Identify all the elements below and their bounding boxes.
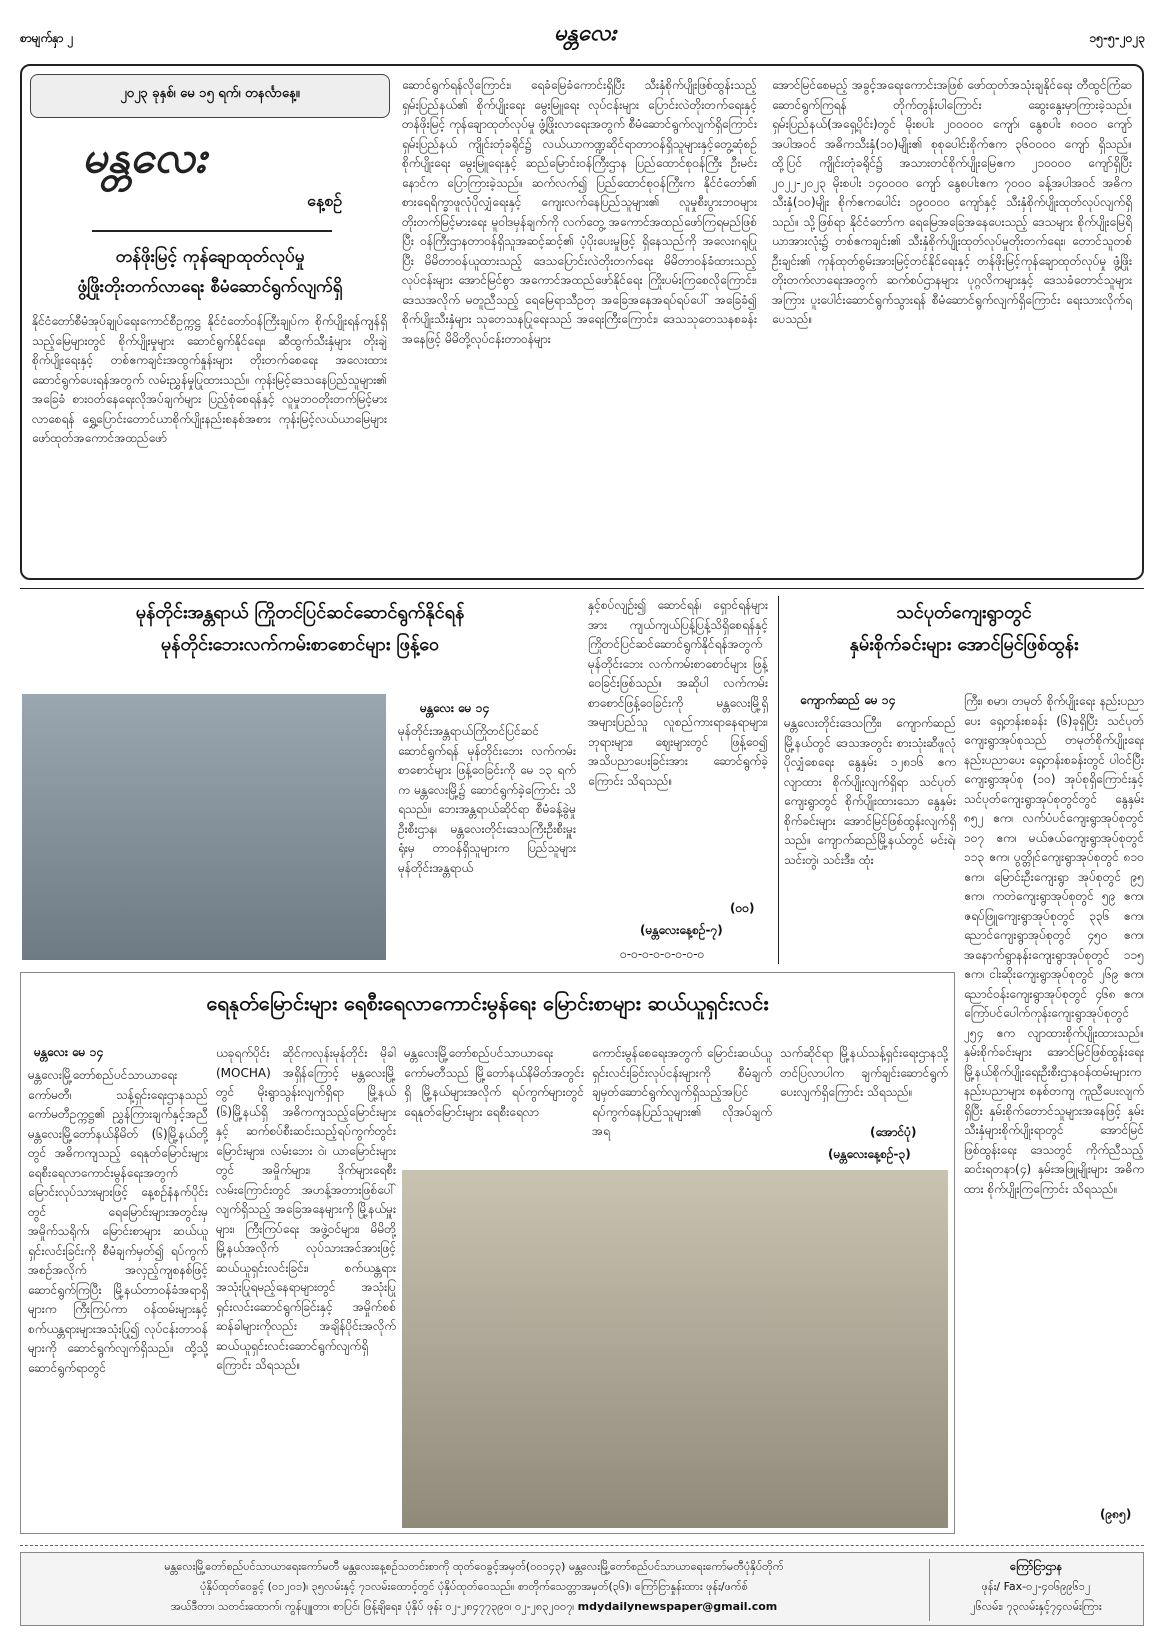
story-b-col-1: မန္တလေးတိုင်းဒေသကြီး၊ ကျောက်ဆည်မြို့နယ်တွင် ဒေသအတွင်း စားသုံးဆီဖူလုံပိုလျှံစေရေး နွေနှမ်း ၁၂၈၁၆ ဧက လျာထား စိုက်ပျိုးလျက်ရှိရာ သင်ပုတ်ကျေးရွာတွင် စိုက်ပျိုးထားသော နွေနှမ်းစိုက်ခင်းများ အောင်မြင်ဖြစ်ထွန်းလျက်ရှိသည်။ ကျောက်ဆည်မြို့နယ်တွင် မင်းရဲ၊ သင်းတွဲ၊ သင်းဒီး၊ ထုံး [784,716,956,867]
footer-divider [20,1545,1144,1546]
story-c-col-5: သက်ဆိုင်ရာ မြို့နယ်သန့်ရှင်းရေးဌာနသို့တင်ပြလာပါက ချက်ချင်းဆောင်ရွက်ပေးလျက်ရှိကြောင်း သိရသည်။ [780,1046,948,1099]
editorial-dateline-box [30,74,390,118]
story-a-col-1: မုန်တိုင်းအန္တရာယ်ကြိုတင်ပြင်ဆင်ဆောင်ရွက်ရန် မုန်တိုင်းဘေး လက်ကမ်းစာစောင်များ ဖြန့်ဝေခြင်းကို မေ ၁၃ ရက်က မန္တလေးမြို့၌ ဆောင်ရွက်ခဲ့ကြောင်း သိရသည်။ ဘေးအန္တရာယ်ဆိုင်ရာ စီမံခန့်ခွဲမှုဦးစီးဌာန၊ မန္တလေးတိုင်းဒေသကြီးဦးစီးမှူးရုံးမှ တာဝန်ရှိသူများက ပြည်သူများ မုန်တိုင်းအန္တရာယ် [398,724,576,875]
footer-contact: အယ်ဒီတာ၊ သတင်းထောက်၊ ကွန်ပျူတာ၊ စာပြင်၊ ဖြန့်ချိရေး၊ ပုံနှိပ် ဖုန်း ၀၂-၂၈၄၇၇၃၉၀၊ ၀၂-၂၈၃၂၀၀၇၊ [170,1600,575,1613]
header-masthead: မန္တလေး [553,21,617,46]
footer-ad-title: ကြော်ငြာဌာန [1009,1560,1063,1573]
story-b-headline-2: နှမ်းစိုက်ခင်းများ အောင်မြင်ဖြစ်ထွန်း [849,634,1079,655]
editorial-col-3: အောင်မြင်စေမည့် အခွင့်အရေးကောင်းအဖြစ် ဖော်ထုတ်အသုံးချနိုင်ရေး တီထွင်ကြံဆဆောင်ရွက်ကြရန် တိုက်တွန်းပါကြောင်း ဆွေးနွေးမှာကြားခဲ့သည်။ ရှမ်းပြည်နယ်(အရှေ့ပိုင်း)တွင် မိုးစပါး ၂၀၀၀၀၀ ကျော်၊ နွေစပါး ၈၀၀၀ ကျော်အပါအဝင် အဓိကသီးနှံ(၁၀)မျိုး၏ စုစုပေါင်းစိုက်ဧက ၃၆၀၀၀၀ ကျော် ရှိသည်။ ထို့ပြင် ကျိုင်းတုံခရိုင်၌ အသားတင်စိုက်ပျိုးမြေဧက ၂၁၀၀၀၀ ကျော်ရှိပြီး ၂၀၂၂-၂၀၂၃ မိုးစပါး ၁၄၀၀၀၀ ကျော် နွေစပါးဧက ၇၀၀၀ ခန့်အပါအဝင် အဓိကသီးနှံ(၁၀)မျိုး စိုက်ဧကပေါင်း ၁၉၀၀၀၀ ကျော်နှင့် သီးနှံစိုက်ပျိုးထုတ်လုပ်လျက်ရှိသည်။ သို့ဖြစ်ရာ နိုင်ငံတော်က ရေမြေအခြေအနေပေးသည့် ဒေသများ စိုက်ပျိုးမြေရိယာအားလုံး၌ တစ်ဧကချင်း၏ သီးနှံစိုက်ပျိုးထုတ်လုပ်မှုတိုးတက်ရေး၊ တောင်သူတစ်ဦးချင်း၏ ကုန်ထုတ်စွမ်းအားမြင့်တင်နိုင်ရေးနှင့် တန်ဖိုးမြင့်ကုန်ချောထုတ်လုပ်မှု ဖွံ့ဖြိုးတိုးတက်လာရေးအတွက် ဆက်စပ်ဌာနများ ပုဂ္ဂလိကများနှင့် ဒေသခံတောင်သူများအကြား ပူးပေါင်းဆောင်ရွက်သွားရန် စီမံဆောင်ရွက်လျက်ရှိကြောင်း ရေးသားလိုက်ရပေသည်။ [772,78,1132,326]
story-divider-v [778,596,779,964]
story-c-byline-1: (အောင်ပုံ) [870,1125,917,1139]
page-number: စာမျက်နှာ ၂ [20,31,74,45]
editorial-col-1: နိုင်ငံတော်စီမံအုပ်ချုပ်ရေးကောင်စီဥက္ကဋ္ဌ နိုင်ငံတော်ဝန်ကြီးချုပ်က စိုက်ပျိုးရန်ကျန်ရှိသည့်မြေများတွင် စိုက်ပျိုးမှုများ ဆောင်ရွက်နိုင်ရေး၊ ဆီထွက်သီးနှံများ တိုးချဲ့စိုက်ပျိုးရေးနှင့် တစ်ဧကချင်းအထွက်နှုန်းများ တိုးတက်စေရေး အလေးထားဆောင်ရွက်ပေးရန်အတွက် လမ်းညွှန်မှုပြုထားသည်။ ကုန်းမြင့်ဒေသနေပြည်သူများ၏ အခြေခံ စားဝတ်နေရေးလိုအပ်ချက်များ ပြည့်စုံစေရန်နှင့် လူမှုဘဝတိုးတက်မြင့်မားလာစေရန် ရွှေ့ပြောင်းတောင်ယာစိုက်ပျိုးနည်းစနစ်အစား ကုန်းမြင့်လယ်ယာမြေများ ဖော်ထုတ်အကောင်အထည်ဖော် [32,314,387,445]
story-a-dateline: မန္တလေး မေ ၁၄ [420,701,490,715]
story-c-dateline: မန္တလေး မေ ၁၄ [34,1045,104,1059]
footer-line-2: ပုံနှိပ်ထုတ်ဝေခွင့် (၀၁၂၀၁)၊ ၃၅လမ်းနှင့် ၇၁လမ်းထောင့်တွင် ပုံနှိပ်ထုတ်ဝေသည်။ စာတိုက်သေတ္တာအမှတ်(၃၆)၊ ကြော်ငြာနှုန်းထား ဖုန်း/ဖက်စ် [200,1580,748,1593]
story-c-photo [402,1170,948,1528]
logo [82,130,352,220]
story-c-col-3: မန္တလေးမြို့တော်စည်ပင်သာယာရေးကော်မတီသည် မြို့တော်နယ်နိမိတ်အတွင်းရှိ မြို့နယ်များအလိုက် ရပ်ကွက်များတွင် ရေနုတ်မြောင်းများ ရေစီးရေလာ [404,1046,584,1119]
story-c-byline-2: (မန္တလေးနေ့စဉ်-၃) [828,1147,911,1161]
editorial-box [20,64,1144,580]
logo-sub: နေ့စဉ် [307,191,342,210]
footer-ad-address: ၂၆လမ်း၊ ၇၃လမ်းနှင့်၇၄လမ်းကြား [970,1600,1102,1613]
story-a-photo [22,694,386,960]
footer-line-1: မန္တလေးမြို့တော်စည်ပင်သာယာရေးကော်မတီ မန္တလေးနေ့စဉ်သတင်းစာကို ထုတ်ဝေခွင့်အမှတ်(၀၀၁၄၃) မန္တလေးမြို့တော်စည်ပင်သာယာရေးကော်မတီပုံနှိပ်တိုက် [164,1560,784,1573]
logo-text: မန္တလေး [82,132,207,183]
footer-ad-divider [929,1559,930,1621]
logo-rule [92,230,332,232]
editorial-title-1: တန်ဖိုးမြင့် ကုန်ချောထုတ်လုပ်မှု [115,247,305,267]
footer-email[interactable]: mdydailynewspaper@gmail.com [577,1600,778,1613]
story-b-dateline: ကျောက်ဆည် မေ ၁၄ [800,693,896,707]
story-c-headline: ရေနုတ်မြောင်းများ ရေစီးရေလာကောင်းမွန်ရေး မြောင်းစာများ ဆယ်ယူရှင်းလင်း [206,991,769,1015]
editorial-col-2: ဆောင်ရွက်ရန်လိုကြောင်း၊ ရေခံမြေခံကောင်းရှိပြီး သီးနှံစိုက်ပျိုးဖြစ်ထွန်းသည့် ရှမ်းပြည်နယ်၏ စိုက်ပျိုးရေး မွေးမြူရေး လုပ်ငန်းများ ပြောင်းလဲတိုးတက်ရေးနှင့် တန်ဖိုးမြင့် ကုန်ချောထုတ်လုပ်မှု ဖွံ့ဖြိုးလာရေးအတွက် စီမံဆောင်ရွက်လျက်ရှိကြောင်း ရှမ်းပြည်နယ် ကျိုင်းတုံခရိုင်၌ လယ်ယာကဏ္ဍဆိုင်ရာတာဝန်ရှိသူများနှင့်တွေ့ဆုံစဉ် စိုက်ပျိုးရေး မွေးမြူရေးနှင့် ဆည်မြောင်းဝန်ကြီးဌာန ပြည်ထောင်စုဝန်ကြီး ဦးမင်းနောင်က ပြောကြားခဲ့သည်။ ဆက်လက်၍ ပြည်ထောင်စုဝန်ကြီးက နိုင်ငံတော်၏ စားရေရိက္ခာဖူလုံပိုလျှံရေးနှင့် ကျေးလက်နေပြည်သူများ၏ လူမှုစီးပွားဘဝများ တိုးတက်မြင့်မားရေး မူဝါဒမှန်ချက်ကို လက်တွေ့ အကောင်အထည်ဖော်ကြရမည်ဖြစ်ပြီး ဝန်ကြီးဌာနတာဝန်ရှိသူအဆင့်ဆင့်၏ ပံ့ပိုးပေးမှုဖြင့် ရှိနေသည်ကို အလေးဂရုပြုပြီး မိမိတာဝန်ယူထားသည့် ဒေသပြောင်းလဲတိုးတက်ရေး မိမိတာဝန်ခံထားသည့်လုပ်ငန်းများ အောင်မြင်စွာ အကောင်အထည်ဖော်နိုင်ရေး ကြိုးပမ်းကြစေလိုကြောင်း၊ ဒေသအလိုက် မတူညီသည့် ရေမြေရာသီဥတု အခြေအနေအရပ်ရပ်ပေါ် အခြေခံ၍ စိုက်ပျိုးသီးနှံများ သုတေသနပြုရေးသည် အရေးကြီးကြောင်း၊ ဒေသသုတေသနစခန်းအနေဖြင့် မိမိတို့လုပ်ငန်းတာဝန်များ [402,78,757,346]
story-a-headline-2: မုန်တိုင်းဘေးလက်ကမ်းစာစောင်များ ဖြန့်ဝေ [160,634,440,655]
story-c-col-1: မန္တလေးမြို့တော်စည်ပင်သာယာရေးကော်မတီ၊ သန့်ရှင်းရေးဌာနသည် ကော်မတီဥက္ကဋ္ဌ၏ ညွှန်ကြားချက်နှင့်အညီ မန္တလေးမြို့တော်နယ်နိမိတ် (၆)မြို့နယ်တို့တွင် အဓိကကျသည့် ရေနုတ်မြောင်းများ ရေစီးရေလာကောင်းမွန်ရေးအတွက် မြောင်းလုပ်သားများဖြင့် နေ့စဉ်နံနက်ပိုင်းတွင် ရေမြောင်းများအတွင်းမှ အမှိုက်သရိုက်၊ မြောင်းစာများ ဆယ်ယူရှင်းလင်းခြင်းကို စီမံချက်မှတ်၍ ရပ်ကွက်အစဉ်အလိုက် အလှည့်ကျစနစ်ဖြင့် ဆောင်ရွက်ကြပြီး မြို့နယ်တာဝန်ခံအရာရှိများက ကြီးကြပ်ကာ ဝန်ထမ်းများနှင့် စက်ယန္တရားများအသုံးပြု၍ လုပ်ငန်းတာဝန်များကို ဆောင်ရွက်လျက်ရှိသည်။ ထို့သို့ ဆောင်ရွက်ရာတွင် [28,1068,208,1375]
story-b-headline-1: သင်ပုတ်ကျေးရွာတွင် [896,602,1032,623]
story-b-col-2: ကြီး၊ စမာ၊ တမုတ် စိုက်ပျိုးရေး နည်းပညာပေး ရှေ့တန်းစခန်း (၆)ခုရှိပြီး သင်ပုတ်ကျေးရွာအုပ်စုသည် တမုတ်စိုက်ပျိုးရေး နည်းပညာပေး ရှေ့တန်းစခန်းတွင် ပါဝင်ပြီး ကျေးရွာအုပ်စု (၁၀) အုပ်စုရှိကြောင်းနှင့် သင်ပုတ်ကျေးရွာအုပ်စုတွင်တွင် နွေနှမ်း ၈၅၂ ဧက၊ လက်ပံပင်ကျေးရွာအုပ်စုတွင် ၁၀၇ ဧက၊ မယ်ဇယ်ကျေးရွာအုပ်စုတွင် ၁၁၃ ဧက၊ ပွတ္တိုင်ကျေးရွာအုပ်စုတွင် ၈၁၀ ဧက၊ မြောင်းဦးကျေးရွာ အုပ်စုတွင် ၉၅ ဧက၊ ကတဲကျေးရွာအုပ်စုတွင် ၅၉ ဧက၊ ဇရပ်ဖြူကျေးရွာအုပ်စုတွင် ၃၃၆ ဧက၊ ညောင်ကျေးရွာအုပ်စုတွင် ၄၅၀ ဧက၊ အနောက်ရွာနန်းကျေးရွာအုပ်စုတွင် ၁၁၅ ဧက၊ ငါးဆိုးကျေးရွာအုပ်စုတွင် ၂၆၉ ဧက၊ ညောင်ဝန်းကျေးရွာအုပ်စုတွင် ၄၆၈ ဧက၊ ကြော်ပင်ပေါက်ကုန်းကျေးရွာအုပ်စုတွင် ၂၅၄ ဧက လျာထားစိုက်ပျိုးထားသည်။ နှမ်းစိုက်ခင်းများ အောင်မြင်ဖြစ်ထွန်းရေး မြို့နယ်စိုက်ပျိုးရေးဦးစီးဌာနဝန်ထမ်းများက နည်းပညာများ စနစ်တကျ ကူညီပေးလျက်ရှိပြီး နှမ်းစိုက်တောင်သူများအနေဖြင့် နှမ်းသီးနှံများစိုက်ပျိုးရာတွင် အောင်မြင်ဖြစ်ထွန်းရေး ဒေသတွင် ကိုက်ညီသည့် ဆင်းရတနာ(၄) နှမ်းအဖြူမျိုးများ အဓိကထား စိုက်ပျိုးကြကြောင်း သိရသည်။ [964,694,1144,1196]
footer-ad-phone: ဖုန်း/ Fax-၀၂-၄၀၆၉၉၆၁၂ [981,1580,1091,1593]
story-c-col-4: ကောင်းမွန်စေရေးအတွက် မြောင်းဆယ်ယူရှင်းလင်းခြင်းလုပ်ငန်းများကို စီမံချက်ချမှတ်ဆောင်ရွက်လျက်ရှိသည့်အပြင် ရပ်ကွက်နေပြည်သူများ၏ လိုအပ်ချက်အရ [592,1046,772,1138]
story-a-byline-2: (မန္တလေးနေ့စဉ်-၇) [640,923,723,937]
footer-line-3 [29,1599,919,1615]
header-date: ၁၅-၅-၂၀၂၃ [1089,31,1145,45]
section-divider [20,588,1144,589]
story-a-headline-1: မုန်တိုင်းအန္တရာယ် ကြိုတင်ပြင်ဆင်ဆောင်ရွက်နိုင်ရန် [135,602,465,623]
page-header [0,0,1163,60]
editorial-title-2: ဖွံ့ဖြိုးတိုးတက်လာရေး စီမံဆောင်ရွက်လျက်ရှိ [77,277,343,297]
story-b-byline: (၉၈၅) [1100,1507,1132,1521]
story-a-byline-1: (ဝဝ) [730,901,755,915]
footer [20,1552,1144,1626]
editorial-dateline: ၂၀၂၃ ခုနှစ်၊ မေ ၁၅ ရက်၊ တနင်္လာနေ့။ [120,86,300,101]
story-a-col-2: နှင့်စပ်လျဉ်း၍ ဆောင်ရန်၊ ရှောင်ရန်များအား ကျယ်ကျယ်ပြန့်ပြန့်သိရှိစေရန်နှင့် ကြိုတင်ပြင်ဆင်ဆောင်ရွက်နိုင်ရန်အတွက် မုန်တိုင်းဘေး လက်ကမ်းစာစောင်များ ဖြန့်ဝေခြင်းဖြစ်သည်။ အဆိုပါ လက်ကမ်းစာစောင်ဖြန့်ဝေခြင်းကို မန္တလေးမြို့ရှိ အများပြည်သူ လူစည်ကားရာနေရာများ၊ ဘုရားများ၊ ဈေးများတွင် ဖြန့်ဝေ၍ အသိပညာပေးခြင်းအား ဆောင်ရွက်ခဲ့ကြောင်း သိရသည်။ [588,598,768,788]
story-c-col-2: ယခုရက်ပိုင်း ဆိုင်ကလုန်းမုန်တိုင်း မိုခါ (MOCHA) အရှိန်ကြောင့် မန္တလေးမြို့တွင် မိုးရွာသွန်းလျက်ရှိရာ မြို့နယ် (၆)မြို့နယ်ရှိ အဓိကကျသည့်မြောင်းများနှင့် ဆက်စပ်စီးဆင်းသည့်ရပ်ကွက်တွင်းမြောင်းများ၊ လမ်းဘေး ဝဲ၊ ယာမြောင်းများတွင် အမှိုက်များ၊ ဒိုက်များရေစီးလမ်းကြောင်းတွင် အဟန့်အတားဖြစ်ပေါ်လျက်ရှိသည့် အခြေအနေများကို မြို့နယ်မှူးများ၊ ကြီးကြပ်ရေး အဖွဲ့ဝင်များ၊ မိမိတို့မြို့နယ်အလိုက် လုပ်သားအင်အားဖြင့် ဆယ်ယူရှင်းလင်းခြင်း၊ စက်ယန္တရားအသုံးပြုရမည့်နေရာများတွင် အသုံးပြုရှင်းလင်းဆောင်ရွက်ခြင်းနှင့် အမှိုက်စစ်ဆန်ခါများကိုလည်း အချိန်ပိုင်းအလိုက် ဆယ်ယူရှင်းလင်းဆောင်ရွက်လျက်ရှိကြောင်း သိရသည်။ [216,1046,396,1372]
story-a-endmark: ၀-၀-၀-၀-၀-၀-၀-၀ [620,947,705,961]
